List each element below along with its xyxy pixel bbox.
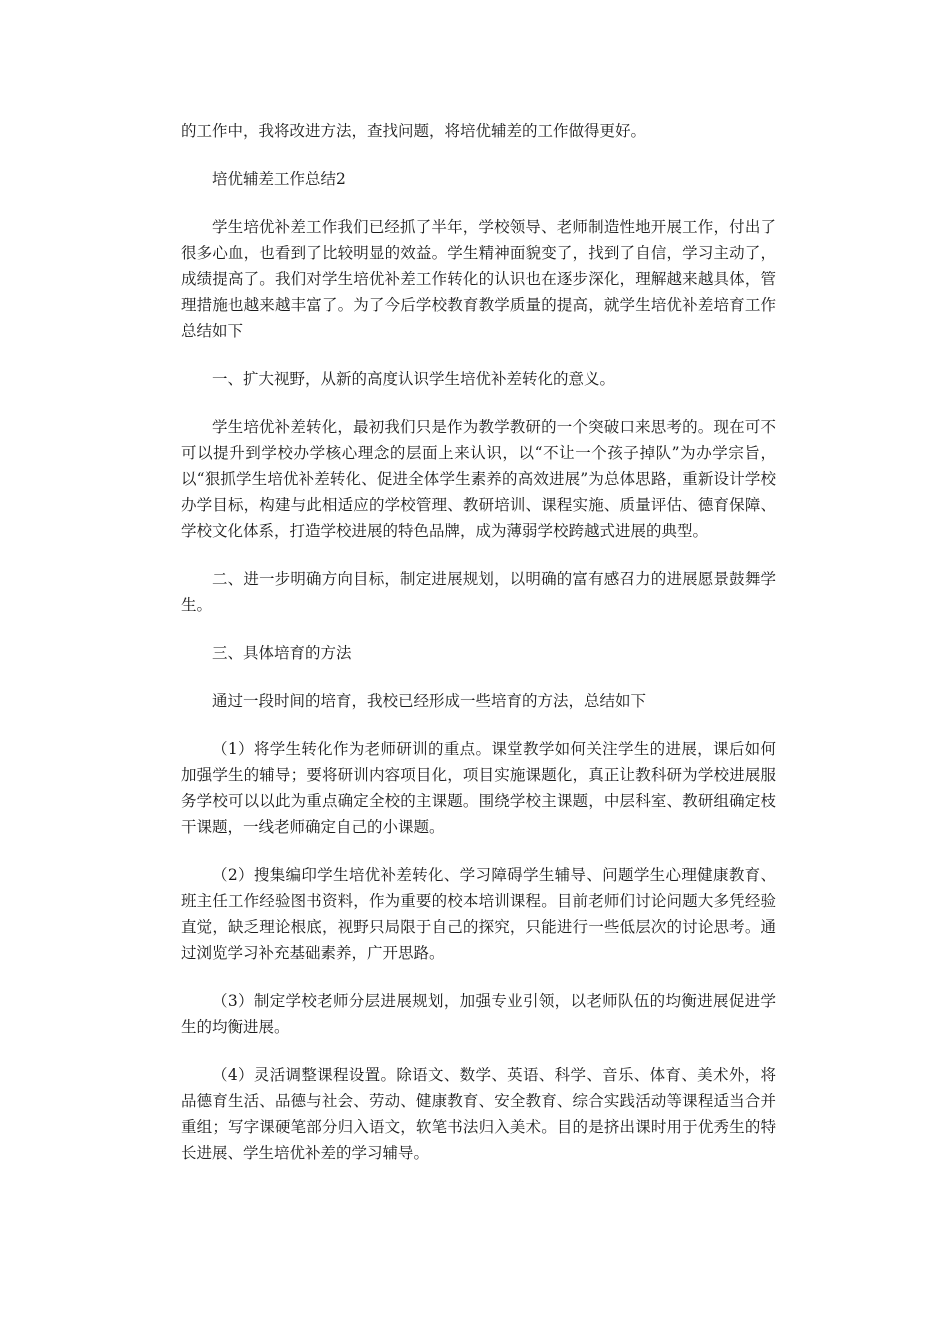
heading-point-2: 二、进一步明确方向目标，制定进展规划，以明确的富有感召力的进展愿景鼓舞学生。	[181, 570, 776, 614]
paragraph-intro-continuation: 的工作中，我将改进方法，查找问题，将培优辅差的工作做得更好。	[181, 122, 647, 140]
list-item-method-4: （4）灵活调整课程设置。除语文、数学、英语、科学、音乐、体育、美术外，将品德育生活、品德与社会、劳动、健康教育、安全教育、综合实践活动等课程适当合并重组；写字课硬笔部分归入语文，软笔书法归入美术。目的是挤出课时用于优秀生的特长进展、学生培优补差的学习辅导。	[181, 1066, 776, 1162]
document-body	[181, 118, 776, 1188]
paragraph-overview: 学生培优补差工作我们已经抓了半年，学校领导、老师制造性地开展工作，付出了很多心血，也看到了比较明显的效益。学生精神面貌变了，找到了自信，学习主动了，成绩提高了。我们对学生培优补差工作转化的认识也在逐步深化，理解越来越具体，管理措施也越来越丰富了。为了今后学校教育教学质量的提高，就学生培优补差培育工作总结如下	[181, 218, 776, 340]
section-heading-summary-2: 培优辅差工作总结2	[212, 170, 346, 188]
heading-point-1: 一、扩大视野，从新的高度认识学生培优补差转化的意义。	[212, 370, 616, 388]
paragraph-point-1-body: 学生培优补差转化，最初我们只是作为教学教研的一个突破口来思考的。现在可不可以提升到学校办学核心理念的层面上来认识，以“不让一个孩子掉队”为办学宗旨，以“狠抓学生培优补差转化、促进全体学生素养的高效进展”为总体思路，重新设计学校办学目标，构建与此相适应的学校管理、教研培训、课程实施、质量评估、德育保障、学校文化体系，打造学校进展的特色品牌，成为薄弱学校跨越式进展的典型。	[181, 418, 776, 540]
list-item-method-1: （1）将学生转化作为老师研训的重点。课堂教学如何关注学生的进展，课后如何加强学生的辅导；要将研训内容项目化，项目实施课题化，真正让教科研为学校进展服务学校可以以此为重点确定全校的主课题。围绕学校主课题，中层科室、教研组确定枝干课题，一线老师确定自己的小课题。	[181, 740, 776, 836]
heading-point-3: 三、具体培育的方法	[212, 644, 352, 662]
list-item-method-3: （3）制定学校老师分层进展规划，加强专业引领，以老师队伍的均衡进展促进学生的均衡进展。	[181, 992, 776, 1036]
paragraph-methods-intro: 通过一段时间的培育，我校已经形成一些培育的方法，总结如下	[212, 692, 647, 710]
list-item-method-2: （2）搜集编印学生培优补差转化、学习障碍学生辅导、问题学生心理健康教育、班主任工作经验图书资料，作为重要的校本培训课程。目前老师们讨论问题大多凭经验直觉，缺乏理论根底，视野只局限于自己的探究，只能进行一些低层次的讨论思考。通过浏览学习补充基础素养，广开思路。	[181, 866, 776, 962]
